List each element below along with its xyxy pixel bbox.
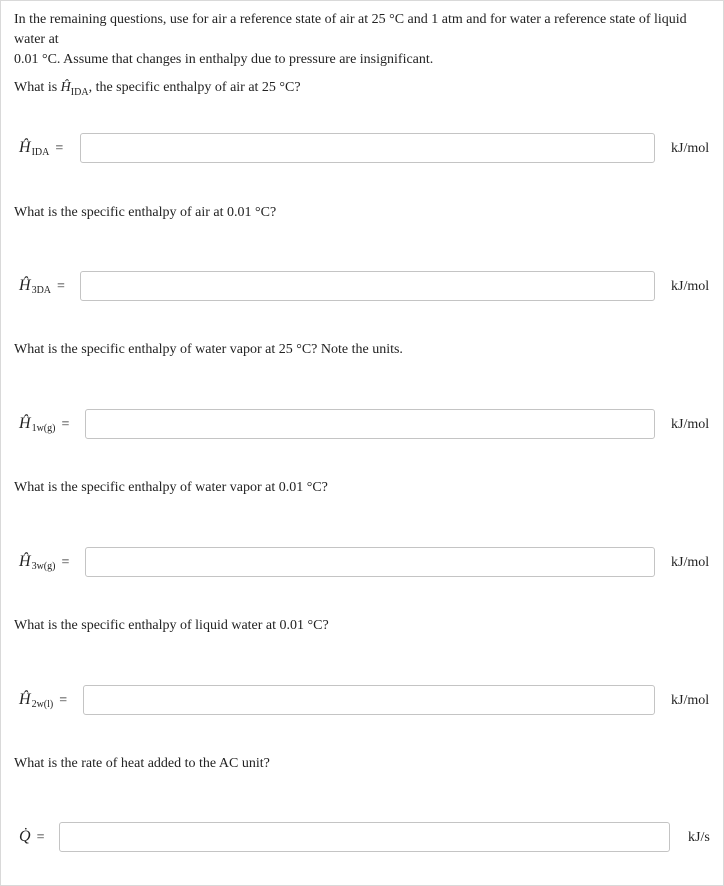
- intro-line-1: In the remaining questions, use for air a reference state of air at 25 °C and 1 atm and for water a reference state of liquid water at: [14, 12, 687, 47]
- question-1-text: [14, 78, 714, 103]
- symbol-subscript: 2w(l): [31, 699, 54, 710]
- symbol-h-ida: [19, 139, 63, 158]
- unit-label: kJ/mol: [671, 141, 710, 156]
- symbol-h-2wl: [19, 691, 67, 710]
- unit-label: kJ/mol: [671, 693, 710, 708]
- unit-label: kJ/mol: [671, 555, 710, 570]
- unit-label: kJ/s: [688, 830, 710, 845]
- answer-row-q-dot: [0, 822, 724, 856]
- intro-text: [14, 10, 714, 103]
- question-1-suffix: , the specific enthalpy of air at 25 °C?: [88, 80, 301, 95]
- question-3-text: What is the specific enthalpy of water vapor at 25 °C? Note the units.: [14, 342, 403, 357]
- answer-row-h-3da: [0, 271, 724, 305]
- question-1-prefix: What is: [14, 80, 61, 95]
- equals-sign: =: [59, 693, 68, 708]
- symbol-h-3wg: [19, 553, 69, 572]
- question-4-text: What is the specific enthalpy of water vapor at 0.01 °C?: [14, 480, 328, 495]
- symbol-h-1wg: [19, 415, 69, 434]
- question-6-text: What is the rate of heat added to the AC unit?: [14, 756, 270, 771]
- h-hat-symbol: Ĥ: [19, 691, 31, 708]
- answer-row-h-2wl: [0, 685, 724, 719]
- unit-label: kJ/mol: [671, 417, 710, 432]
- answer-row-h-1wg: [0, 409, 724, 443]
- symbol-h-3da: [19, 277, 65, 296]
- equals-sign: =: [36, 830, 45, 845]
- symbol-q-dot: [19, 828, 44, 846]
- h-1wg-input[interactable]: [85, 409, 655, 439]
- q-dot-input[interactable]: [59, 822, 670, 852]
- unit-label: kJ/mol: [671, 279, 710, 294]
- question-5-text: What is the specific enthalpy of liquid water at 0.01 °C?: [14, 618, 329, 633]
- q-dot-symbol: Q̇: [19, 828, 31, 845]
- h-3da-input[interactable]: [80, 271, 655, 301]
- h-hat-symbol: Ĥ: [19, 415, 31, 432]
- h-2wl-input[interactable]: [83, 685, 655, 715]
- answer-row-h-3wg: [0, 547, 724, 581]
- equals-sign: =: [61, 555, 70, 570]
- h-hat-symbol: Ĥ: [19, 553, 31, 570]
- intro-line-2: 0.01 °C. Assume that changes in enthalpy due to pressure are insignificant.: [14, 52, 434, 67]
- question-2-text: What is the specific enthalpy of air at 0.01 °C?: [14, 205, 277, 220]
- h-3wg-input[interactable]: [85, 547, 655, 577]
- question-1-subscript: IDA: [70, 86, 89, 98]
- symbol-subscript: 1w(g): [31, 423, 56, 434]
- h-hat-symbol: Ĥ: [19, 277, 31, 294]
- equals-sign: =: [55, 141, 64, 156]
- h-ida-input[interactable]: [80, 133, 655, 163]
- h-hat-symbol: Ĥ: [19, 139, 31, 156]
- symbol-subscript: 3DA: [31, 285, 52, 296]
- symbol-subscript: 3w(g): [31, 561, 56, 572]
- equals-sign: =: [57, 279, 65, 294]
- symbol-subscript: IDA: [31, 147, 50, 158]
- answer-row-h-ida: [0, 133, 724, 167]
- question-1-symbol: Ĥ: [60, 80, 71, 95]
- equals-sign: =: [61, 417, 70, 432]
